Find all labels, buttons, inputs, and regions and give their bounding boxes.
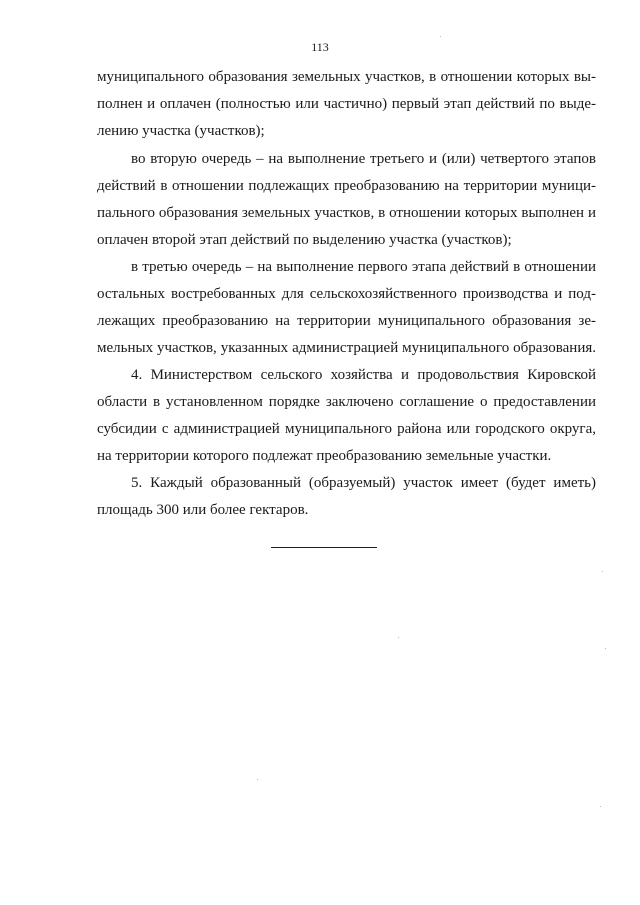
text-line: мельных участков, указанных администрацией муниципального образования. (97, 340, 596, 356)
scan-speck (398, 637, 399, 638)
text-line: лению участка (участков); (97, 123, 265, 139)
text-line: во вторую очередь – на выполнение третьего и (или) четвертого этапов (131, 151, 596, 167)
text-line: субсидии с администрацией муниципального района или городского округа, (97, 421, 596, 437)
text-line: 5. Каждый образованный (образуемый) участок имеет (будет иметь) (131, 475, 596, 491)
text-line: муниципального образования земельных участков, в отношении которых вы- (97, 69, 596, 85)
closing-divider (271, 547, 377, 548)
scan-speck (440, 36, 441, 37)
scan-speck (605, 648, 606, 649)
text-line: оплачен второй этап действий по выделению участка (участков); (97, 232, 512, 248)
text-line: на территории которого подлежат преобразованию земельные участки. (97, 448, 552, 464)
text-line: в третью очередь – на выполнение первого этапа действий в отношении (131, 259, 596, 275)
text-line: лежащих преобразованию на территории муниципального образования зе- (97, 313, 596, 329)
scan-speck (602, 571, 603, 572)
text-line: действий в отношении подлежащих преобразованию на территории муници- (97, 178, 596, 194)
page-number: 113 (311, 40, 329, 54)
text-line: остальных востребованных для сельскохозяйственного производства и под- (97, 286, 596, 302)
text-line: площадь 300 или более гектаров. (97, 502, 309, 518)
text-line: 4. Министерством сельского хозяйства и продовольствия Кировской (131, 367, 596, 383)
scan-speck (257, 779, 258, 780)
text-line: пального образования земельных участков, в отношении которых выполнен и (97, 205, 596, 221)
scan-speck (600, 806, 601, 807)
text-line: полнен и оплачен (полностью или частично) первый этап действий по выде- (97, 96, 596, 112)
text-line: области в установленном порядке заключено соглашение о предоставлении (97, 394, 596, 410)
